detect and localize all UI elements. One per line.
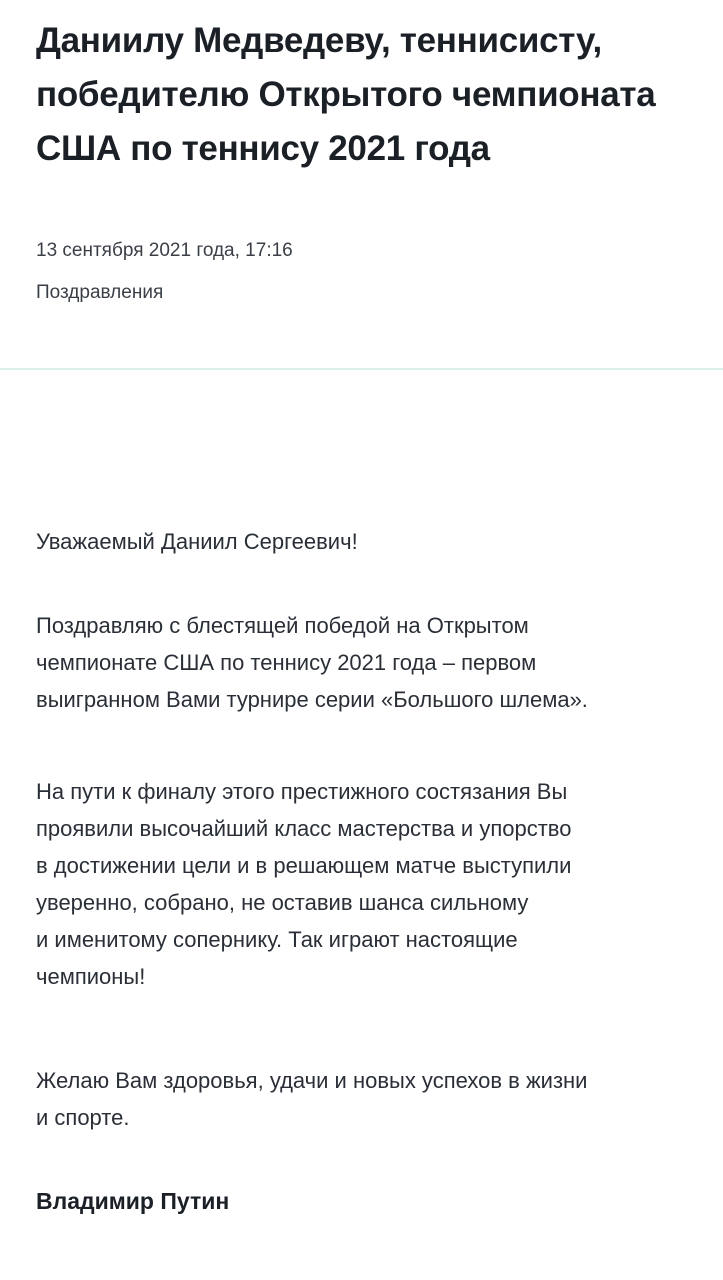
- text-line: чемпионы!: [36, 964, 146, 989]
- salutation: Уважаемый Даниил Сергеевич!: [36, 529, 358, 554]
- title-line: победителю Открытого чемпионата: [36, 75, 656, 114]
- page-title: [36, 14, 696, 176]
- title-line: Даниилу Медведеву, теннисисту,: [36, 21, 602, 60]
- header-divider: [0, 368, 723, 370]
- text-line: в достижении цели и в решающем матче выступили: [36, 853, 572, 878]
- text-line: и спорте.: [36, 1105, 130, 1130]
- article-header: [36, 14, 696, 176]
- paragraph-praise: [36, 773, 706, 995]
- title-line: США по теннису 2021 года: [36, 129, 490, 168]
- text-line: чемпионате США по теннису 2021 года – первом: [36, 650, 537, 675]
- publication-date: 13 сентября 2021 года, 17:16: [36, 240, 293, 261]
- text-line: проявили высочайший класс мастерства и упорство: [36, 816, 572, 841]
- signature: Владимир Путин: [36, 1188, 230, 1214]
- text-line: уверенно, собрано, не оставив шанса сильному: [36, 890, 529, 915]
- text-line: выигранном Вами турнире серии «Большого шлема».: [36, 687, 588, 712]
- text-line: Желаю Вам здоровья, удачи и новых успехов в жизни: [36, 1068, 588, 1093]
- text-line: На пути к финалу этого престижного состязания Вы: [36, 779, 568, 804]
- paragraph-congratulation: [36, 607, 706, 718]
- paragraph-wishes: [36, 1062, 706, 1136]
- text-line: Поздравляю с блестящей победой на Открытом: [36, 613, 529, 638]
- text-line: и именитому сопернику. Так играют настоящие: [36, 927, 518, 952]
- category-label: Поздравления: [36, 282, 164, 303]
